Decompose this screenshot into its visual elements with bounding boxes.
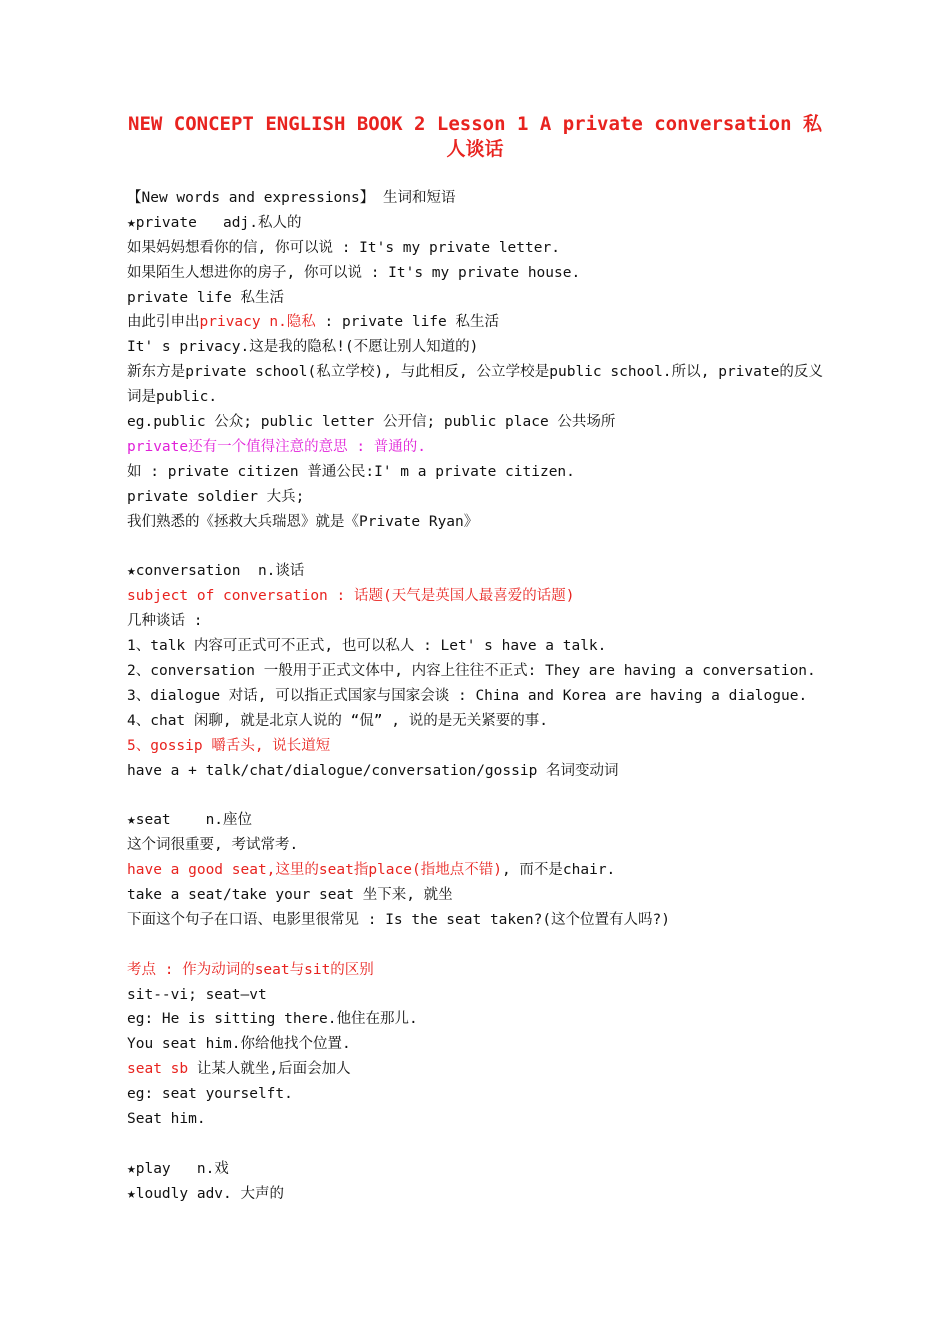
- text-line: 几种谈话 :: [127, 613, 203, 630]
- text-span: , 而不是chair.: [501, 862, 616, 879]
- vocab-entry-conversation: ★conversation n.谈话: [127, 563, 305, 580]
- vocab-entry-seat: ★seat n.座位: [127, 812, 253, 829]
- spacer: [127, 783, 823, 808]
- highlight-red: subject of conversation : 话题(天气是英国人最喜爱的话题): [127, 588, 575, 605]
- text-paragraph: 2、conversation 一般用于正式文体中, 内容上往往不正式: They are having a conversation.: [127, 662, 816, 679]
- text-line: eg.public 公众; public letter 公开信; public place 公共场所: [127, 414, 616, 431]
- text-line: sit--vi; seat—vt: [127, 986, 267, 1003]
- text-line: 这个词很重要, 考试常考.: [127, 837, 299, 854]
- spacer: [127, 1132, 823, 1157]
- text-line: 我们熟悉的《拯救大兵瑞恩》就是《Private Ryan》: [127, 513, 479, 530]
- document-title: NEW CONCEPT ENGLISH BOOK 2 Lesson 1 A private conversation 私人谈话: [128, 113, 822, 160]
- text-line: It' s privacy.这是我的隐私!(不愿让别人知道的): [127, 339, 479, 356]
- document-body: [127, 186, 823, 1207]
- section-heading: 【New words and expressions】 生词和短语: [127, 190, 456, 206]
- highlight-red: 5、gossip 嚼舌头, 说长道短: [127, 737, 331, 754]
- text-line: take a seat/take your seat 坐下来, 就坐: [127, 886, 453, 903]
- text-line: private life 私生活: [127, 289, 284, 306]
- text-line: [127, 310, 823, 335]
- text-line: 如果陌生人想进你的房子, 你可以说 : It's my private house.: [127, 264, 581, 281]
- highlight-red: seat sb: [127, 1061, 189, 1078]
- highlight-red: have a good seat,这里的seat指place(指地点不错): [127, 862, 502, 879]
- text-line: have a + talk/chat/dialogue/conversation/gossip 名词变动词: [127, 762, 619, 779]
- text-line: [127, 1057, 823, 1082]
- text-span: 让某人就坐,后面会加人: [188, 1061, 351, 1078]
- text-paragraph: 新东方是private school(私立学校), 与此相反, 公立学校是public school.所以, private的反义词是public.: [127, 364, 823, 406]
- text-line: eg: He is sitting there.他住在那儿.: [127, 1011, 418, 1028]
- highlight-magenta: private还有一个值得注意的意思 : 普通的.: [127, 438, 427, 455]
- highlight-red: 考点 : 作为动词的seat与sit的区别: [127, 961, 374, 978]
- text-line: private soldier 大兵;: [127, 488, 305, 505]
- text-line: 如 : private citizen 普通公民:I' m a private citizen.: [127, 463, 575, 480]
- vocab-entry-private: ★private adj.私人的: [127, 214, 302, 231]
- text-line: You seat him.你给他找个位置.: [127, 1036, 351, 1053]
- text-line: [127, 858, 823, 883]
- text-line: 如果妈妈想看你的信, 你可以说 : It's my private letter.: [127, 239, 560, 256]
- vocab-entry-play: ★play n.戏: [127, 1160, 229, 1177]
- highlight-red: privacy n.隐私: [199, 314, 316, 331]
- spacer: [127, 933, 823, 958]
- spacer: [127, 535, 823, 560]
- vocab-entry-loudly: ★loudly adv. 大声的: [127, 1185, 284, 1202]
- text-line: eg: seat yourselft.: [127, 1086, 293, 1103]
- text-line: 下面这个句子在口语、电影里很常见 : Is the seat taken?(这个位置有人吗?): [127, 911, 671, 928]
- text-line: 4、chat 闲聊, 就是北京人说的 “侃” , 说的是无关紧要的事.: [127, 712, 548, 729]
- text-line: 1、talk 内容可正式可不正式, 也可以私人 : Let' s have a talk.: [127, 638, 607, 655]
- text-line: 3、dialogue 对话, 可以指正式国家与国家会谈 : China and Korea are having a dialogue.: [127, 687, 808, 704]
- text-span: : private life 私生活: [315, 314, 499, 331]
- text-span: 由此引申出: [127, 314, 200, 331]
- text-line: Seat him.: [127, 1111, 206, 1127]
